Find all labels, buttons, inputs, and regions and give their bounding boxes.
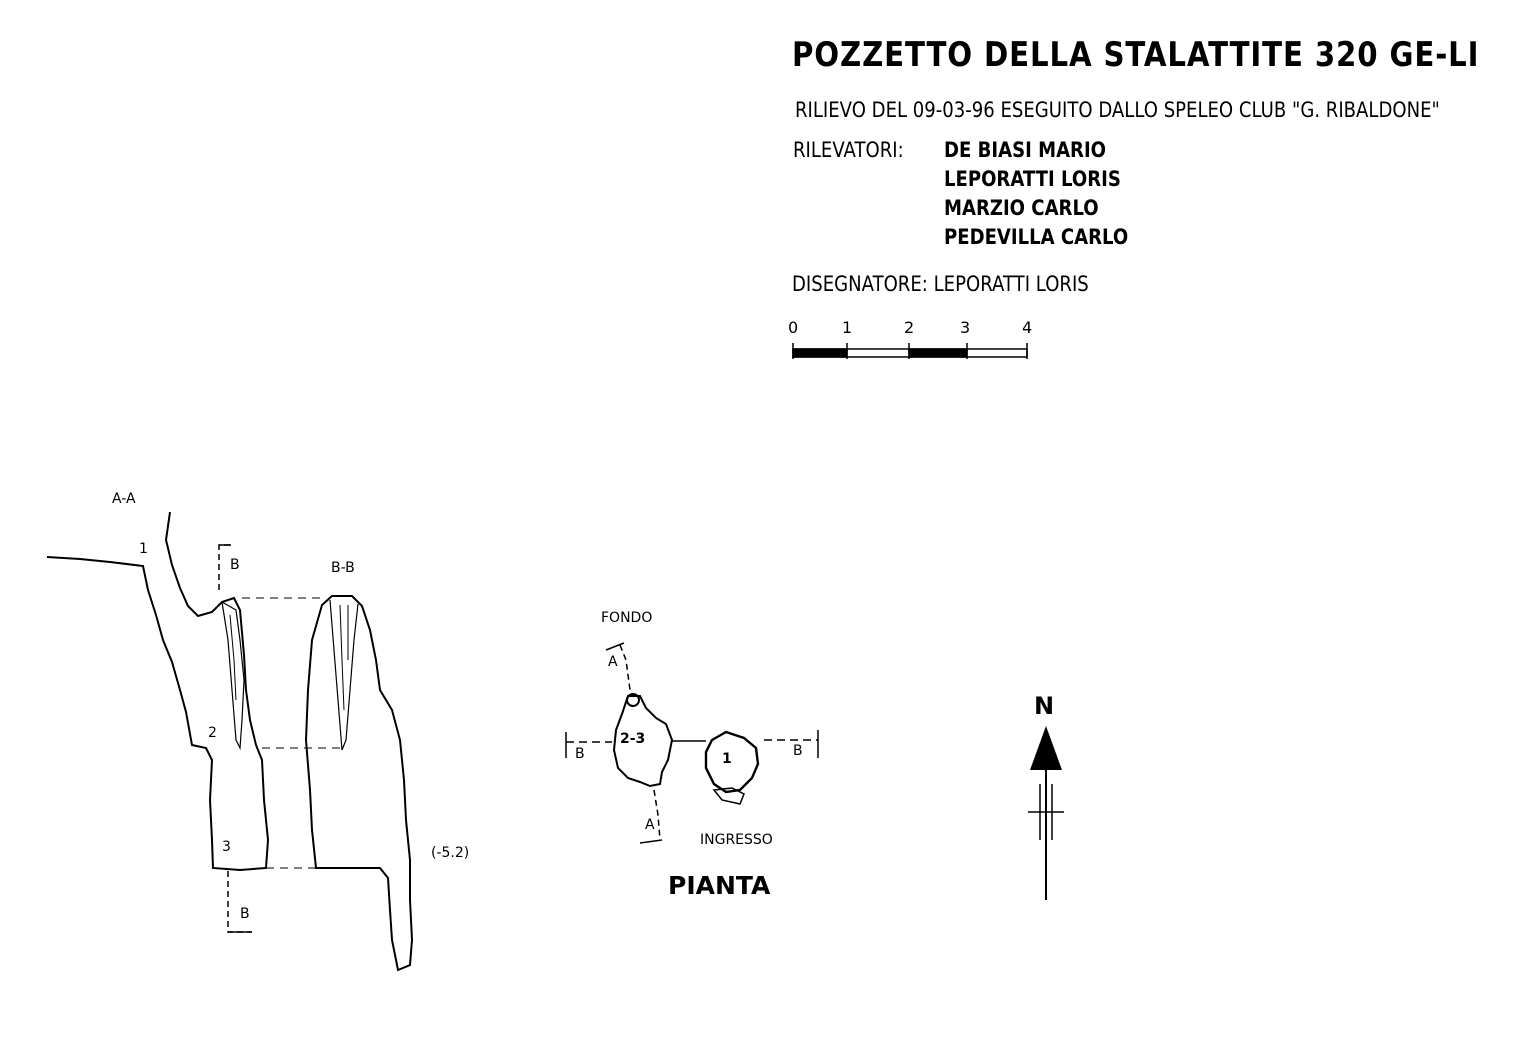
scale-tick-label: 3 <box>960 318 971 337</box>
station-label: 2 <box>208 725 217 741</box>
surveyor-name: PEDEVILLA CARLO <box>944 225 1129 249</box>
cut-b-label: B <box>230 557 240 573</box>
ingresso-label: INGRESSO <box>700 832 773 848</box>
correlation-lines <box>242 598 342 868</box>
scale-tick-label: 4 <box>1022 318 1033 337</box>
plan-title: PIANTA <box>668 871 771 900</box>
station-label: 3 <box>222 839 231 855</box>
depth-label: (-5.2) <box>431 845 470 861</box>
plan-cut-a-label: A <box>645 817 655 833</box>
plan-station-label: 1 <box>722 751 732 767</box>
section-bb-label: B-B <box>331 560 355 576</box>
surveyors-label: RILEVATORI: <box>793 138 904 162</box>
section-aa-label: A-A <box>112 491 136 507</box>
section-bb-profile <box>306 596 412 970</box>
plan-station-label: 2-3 <box>620 731 646 747</box>
survey-title: POZZETTO DELLA STALATTITE 320 GE-LI <box>792 35 1480 75</box>
fondo-label: FONDO <box>601 610 653 626</box>
plan-cut-a-label: A <box>608 654 618 670</box>
cut-b-label: B <box>240 906 250 922</box>
north-label: N <box>1034 692 1055 720</box>
survey-info: RILIEVO DEL 09-03-96 ESEGUITO DALLO SPELEO CLUB "G. RIBALDONE" <box>795 98 1440 122</box>
surveyor-name: LEPORATTI LORIS <box>944 167 1121 191</box>
north-arrow-icon <box>1028 726 1064 900</box>
section-aa-profile <box>47 512 268 870</box>
scale-bar <box>793 343 1027 359</box>
drafter-label: DISEGNATORE: <box>792 272 928 296</box>
plan-cut-b-label: B <box>575 746 585 762</box>
plan-cut-b-label: B <box>793 743 803 759</box>
scale-tick-label: 1 <box>842 318 853 337</box>
surveyor-name: MARZIO CARLO <box>944 196 1099 220</box>
station-label: 1 <box>139 541 148 557</box>
scale-tick-label: 2 <box>904 318 915 337</box>
plan-view <box>566 643 818 843</box>
scale-tick-label: 0 <box>788 318 799 337</box>
drafter-name: LEPORATTI LORIS <box>933 272 1089 296</box>
surveyor-name: DE BIASI MARIO <box>944 138 1107 162</box>
